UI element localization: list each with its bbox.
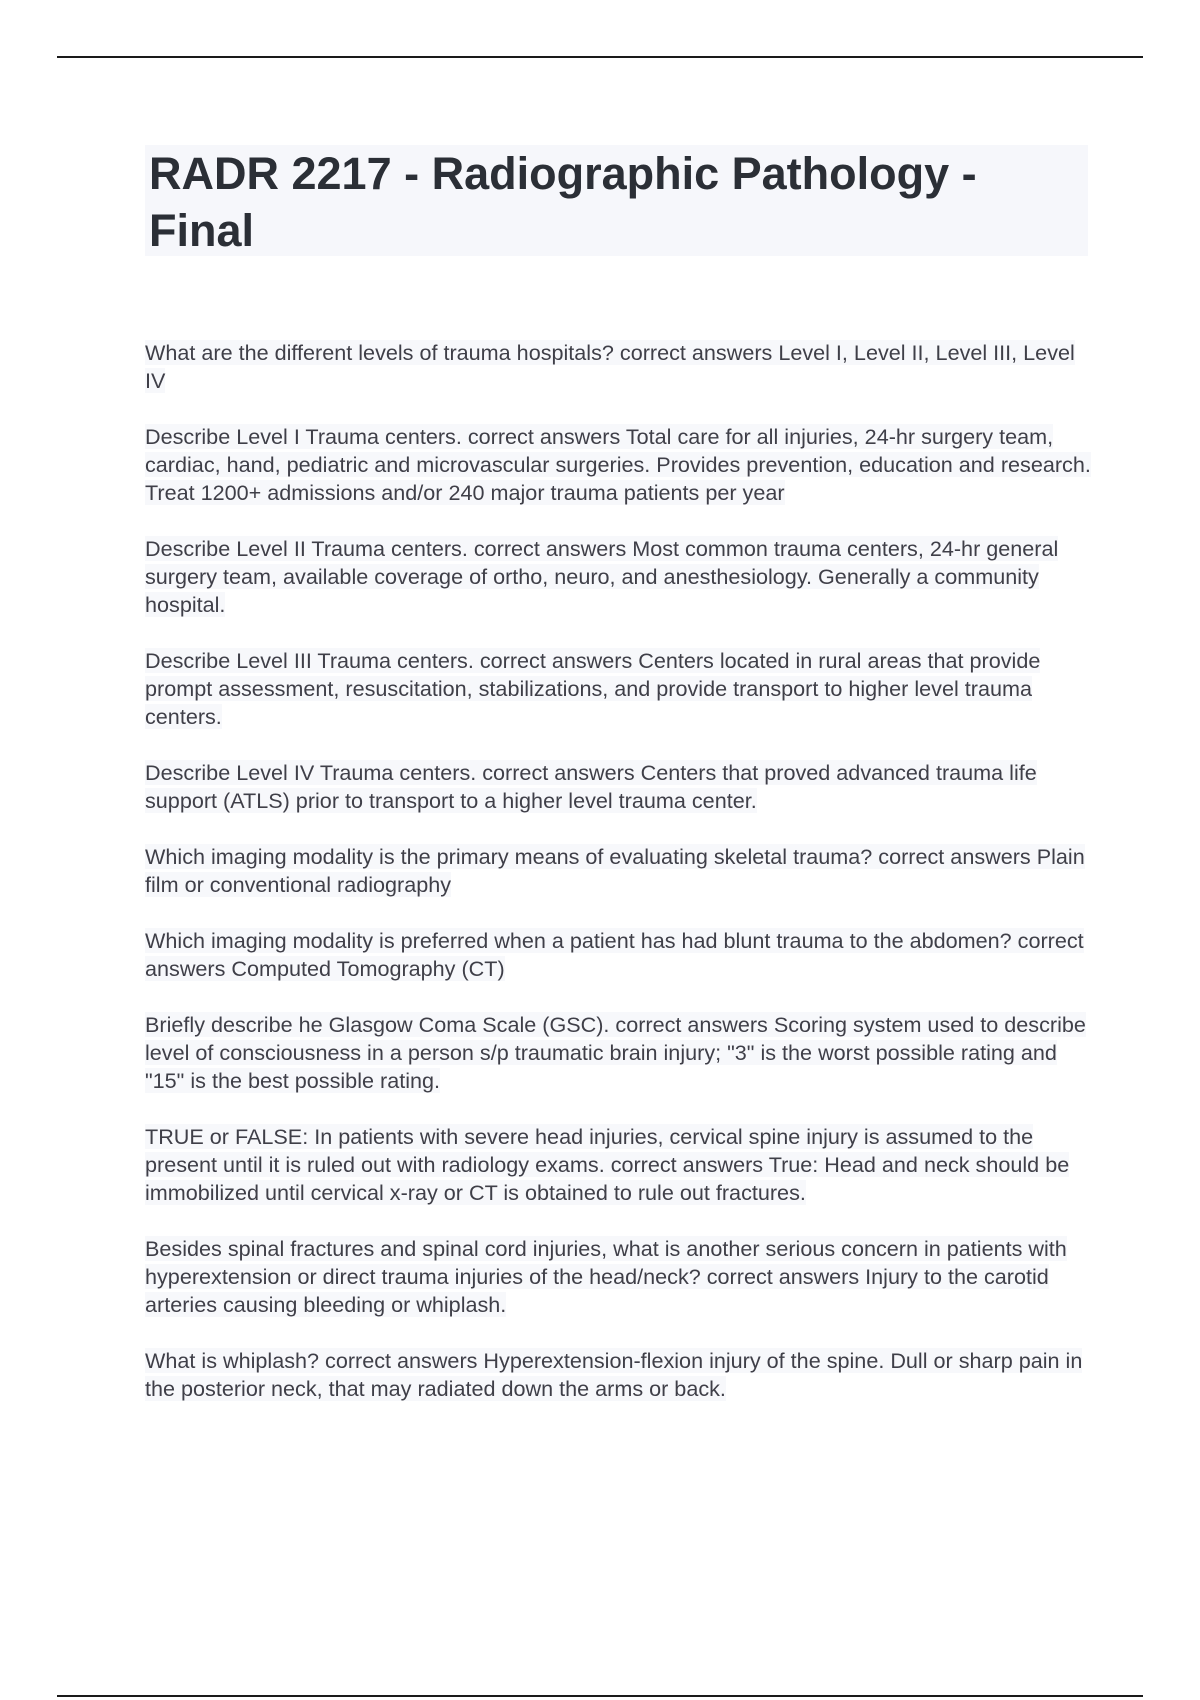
qa-item — [145, 1123, 1095, 1207]
qa-text: What is whiplash? correct answers Hyperextension-flexion injury of the spine. Dull or sharp pain in the posterior neck, that may radiated down the arms or back. — [145, 1348, 1083, 1401]
qa-text: Briefly describe he Glasgow Coma Scale (GSC). correct answers Scoring system used to describe level of consciousness in a person s/p traumatic brain injury; "3" is the worst possible rating and "15" is the best possible rating. — [145, 1012, 1086, 1093]
title-block — [145, 145, 1088, 256]
qa-text: Describe Level II Trauma centers. correct answers Most common trauma centers, 24-hr general surgery team, available coverage of ortho, neuro, and anesthesiology. Generally a community hospital. — [145, 536, 1059, 617]
qa-item — [145, 1235, 1095, 1319]
qa-list — [145, 339, 1095, 1431]
qa-item — [145, 759, 1095, 815]
qa-text: Which imaging modality is preferred when a patient has had blunt trauma to the abdomen? correct answers Computed Tomography (CT) — [145, 928, 1084, 981]
top-rule — [57, 56, 1143, 58]
qa-text: TRUE or FALSE: In patients with severe head injuries, cervical spine injury is assumed to the present until it is ruled out with radiology exams. correct answers True: Head and neck should be immobilized until cervical x-ray or CT is obtained to rule out fractures. — [145, 1124, 1070, 1205]
qa-item — [145, 535, 1095, 619]
qa-item — [145, 423, 1095, 507]
qa-item — [145, 647, 1095, 731]
qa-item — [145, 843, 1095, 899]
qa-item — [145, 1011, 1095, 1095]
qa-text: Besides spinal fractures and spinal cord injuries, what is another serious concern in patients with hyperextension or direct trauma injuries of the head/neck? correct answers Injury to the carotid arteries causing bleeding or whiplash. — [145, 1236, 1067, 1317]
qa-item — [145, 1347, 1095, 1403]
qa-text: What are the different levels of trauma hospitals? correct answers Level I, Level II, Level III, Level IV — [145, 340, 1075, 393]
qa-text: Describe Level III Trauma centers. correct answers Centers located in rural areas that provide prompt assessment, resuscitation, stabilizations, and provide transport to higher level trauma centers. — [145, 648, 1041, 729]
qa-text: Describe Level IV Trauma centers. correct answers Centers that proved advanced trauma life support (ATLS) prior to transport to a higher level trauma center. — [145, 760, 1037, 813]
qa-text: Which imaging modality is the primary means of evaluating skeletal trauma? correct answers Plain film or conventional radiography — [145, 844, 1085, 897]
qa-text: Describe Level I Trauma centers. correct answers Total care for all injuries, 24-hr surgery team, cardiac, hand, pediatric and microvascular surgeries. Provides prevention, education and research. Treat 1200+ admissions and/or 240 major trauma patients per year — [145, 424, 1091, 505]
qa-item — [145, 339, 1095, 395]
qa-item — [145, 927, 1095, 983]
bottom-rule — [57, 1695, 1143, 1697]
page-title: RADR 2217 - Radiographic Pathology - Final — [149, 148, 977, 256]
